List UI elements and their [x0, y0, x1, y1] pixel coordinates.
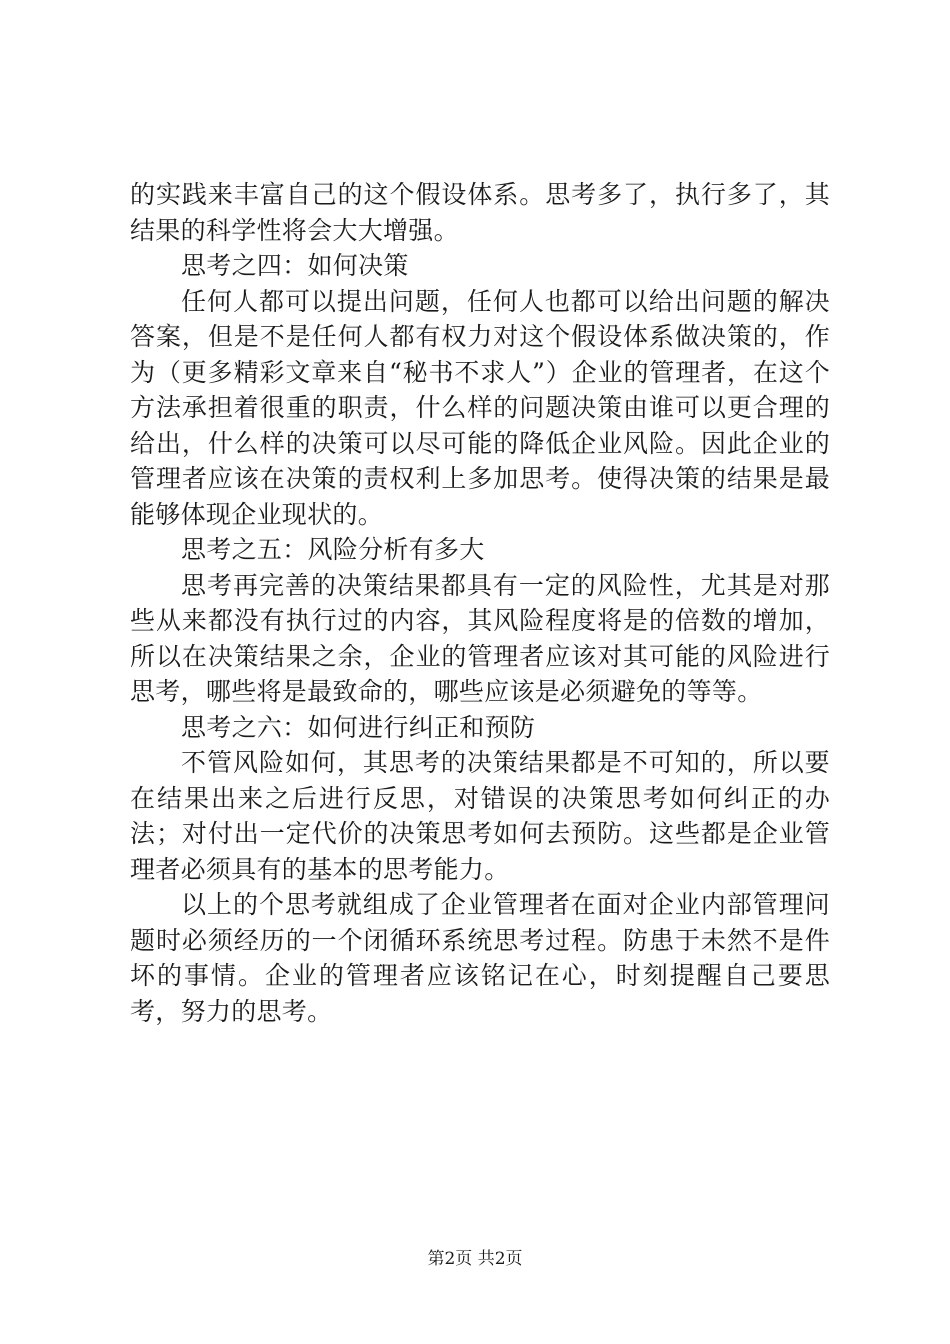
section-heading-correction: 思考之六：如何进行纠正和预防	[181, 712, 536, 742]
paragraph-continuation: 的实践来丰富自己的这个假设体系。思考多了，执行多了，其结果的科学性将会大大增强。	[130, 180, 830, 245]
page-number-footer: 第2页 共2页	[427, 1249, 523, 1269]
section-heading-risk: 思考之五：风险分析有多大	[181, 535, 485, 564]
paragraph-risk: 思考再完善的决策结果都具有一定的风险性，尤其是对那些从来都没有执行过的内容，其风险程度将是的倍数的增加，所以在决策结果之余，企业的管理者应该对其可能的风险进行思考，哪些将是最致命的，哪些应该是必须避免的等等。	[130, 570, 830, 706]
paragraph-conclusion: 以上的个思考就组成了企业管理者在面对企业内部管理问题时必须经历的一个闭循环系统思考过程。防患于未然不是件坏的事情。企业的管理者应该铭记在心，时刻提醒自己要思考，努力的思考。	[130, 890, 830, 1026]
paragraph-correction: 不管风险如何，其思考的决策结果都是不可知的，所以要在结果出来之后进行反思，对错误的决策思考如何纠正的办法；对付出一定代价的决策思考如何去预防。这些都是企业管理者必须具有的基本的思考能力。	[130, 748, 830, 884]
paragraph-decision: 任何人都可以提出问题，任何人也都可以给出问题的解决答案，但是不是任何人都有权力对这个假设体系做决策的，作为（更多精彩文章来自“秘书不求人”）企业的管理者，在这个方法承担着很重的职责，什么样的问题决策由谁可以更合理的给出，什么样的决策可以尽可能的降低企业风险。因此企业的管理者应该在决策的责权利上多加思考。使得决策的结果是最能够体现企业现状的。	[130, 286, 830, 529]
section-heading-decision: 思考之四：如何决策	[181, 251, 409, 280]
document-body	[130, 177, 830, 1029]
